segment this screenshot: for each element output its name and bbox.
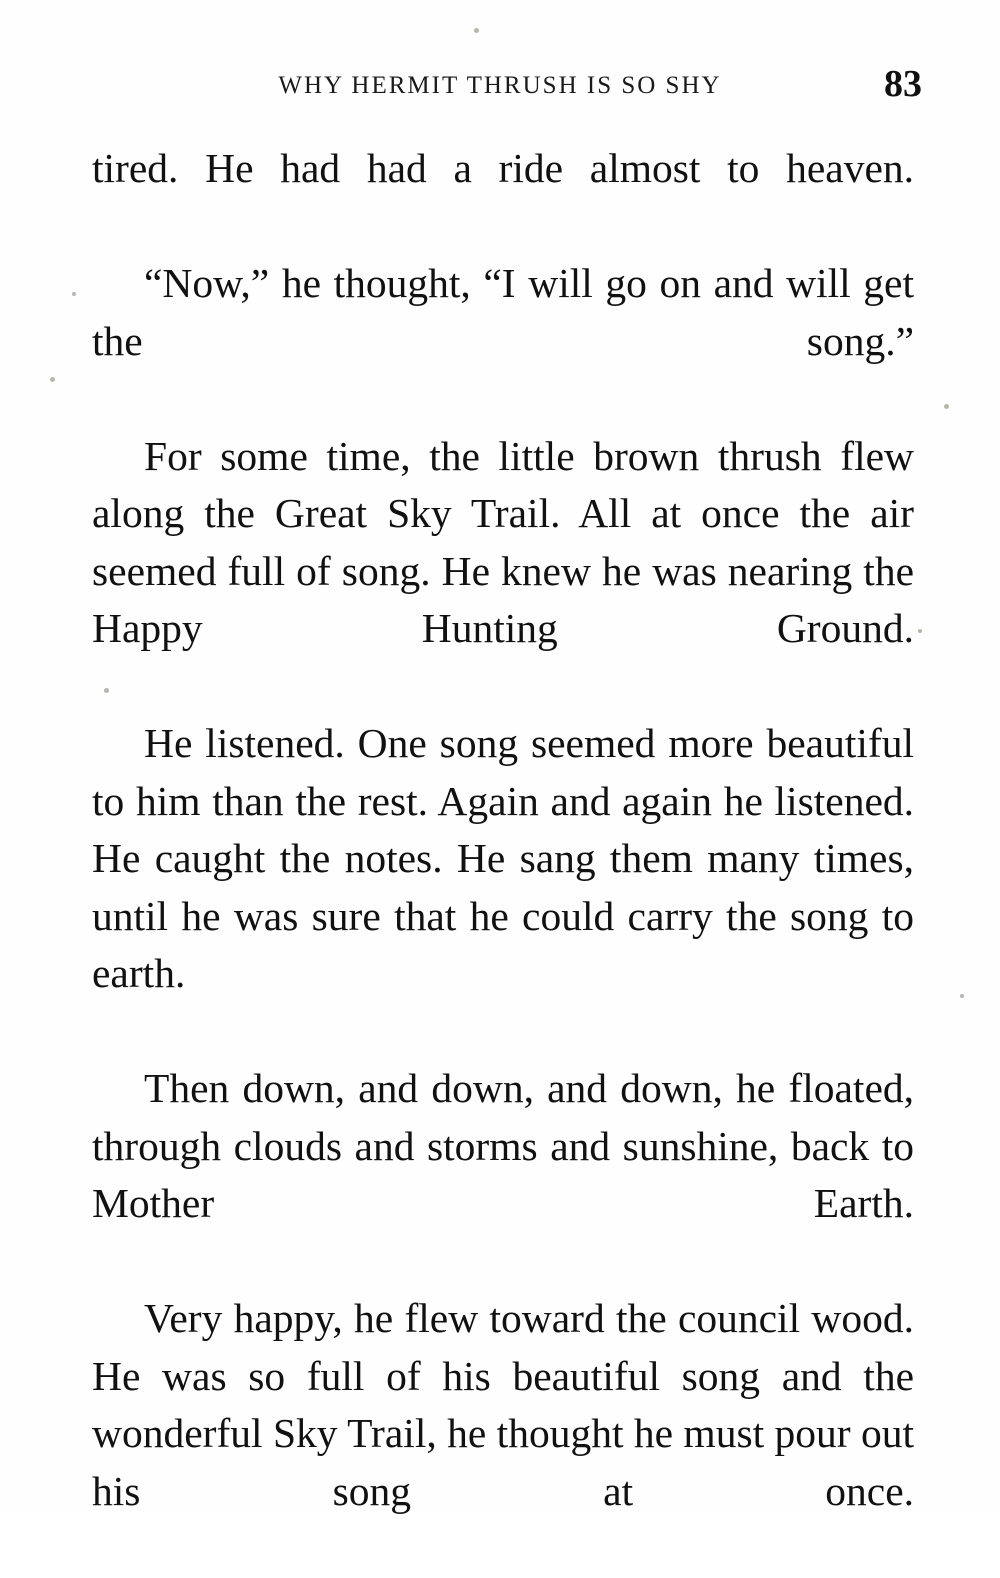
paragraph: Then down, and down, and down, he floated, through clouds and storms and sunshine, back to Mother Earth. [92, 1065, 914, 1226]
paragraph: He listened. One song seemed more beautiful to him than the rest. Again and again he listened. He caught the notes. He sang them many times, until he was sure that he could carry the song to earth. [92, 720, 914, 996]
running-head [0, 63, 1000, 112]
page-title: WHY HERMIT THRUSH IS SO SHY [278, 72, 722, 99]
page-number: 83 [884, 63, 922, 105]
paragraph: For some time, the little brown thrush flew along the Great Sky Trail. All at once the air seemed full of song. He knew he was nearing the Happy Hunting Ground. [92, 432, 914, 651]
paragraph: tired. He had had a ride almost to heaven. [92, 145, 914, 191]
paragraph: “Now,” he thought, “I will go on and will get the song.” [92, 260, 914, 364]
page-body [92, 140, 914, 1578]
paragraph: Very happy, he flew toward the council wood. He was so full of his beautiful song and the wonderful Sky Trail, he thought he must pour out his song at once. [92, 1295, 914, 1514]
